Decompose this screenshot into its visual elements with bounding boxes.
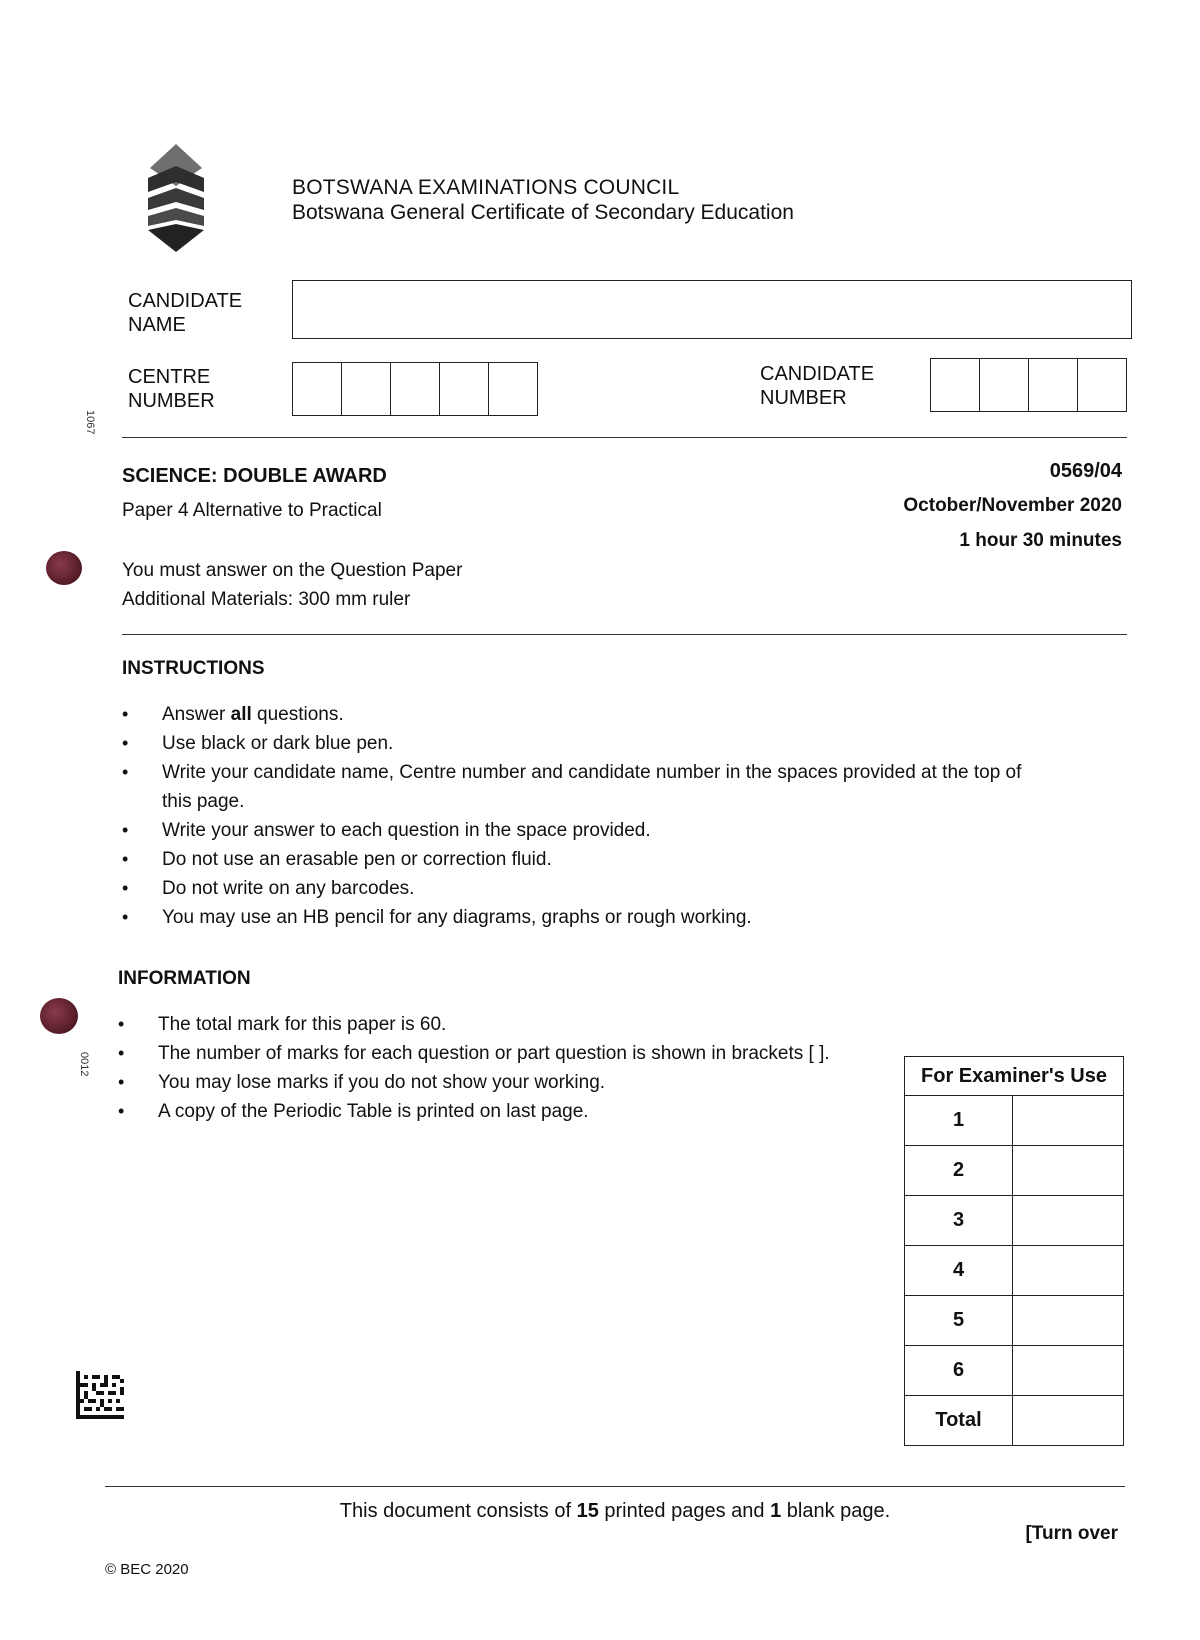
barcode-icon — [76, 1371, 124, 1419]
information-item: • A copy of the Periodic Table is printed on last page. — [118, 1097, 888, 1126]
council-name: BOTSWANA EXAMINATIONS COUNCIL — [292, 176, 680, 199]
label-line: CENTRE — [128, 366, 211, 388]
instruction-text: Do not use an erasable pen or correction fluid. — [162, 849, 552, 870]
question-number: 2 — [905, 1146, 1013, 1196]
footer-text: blank page. — [781, 1500, 891, 1522]
label-line: NUMBER — [760, 387, 847, 409]
divider-top — [122, 437, 1127, 438]
divider-bottom — [105, 1486, 1125, 1487]
instruction-item — [122, 845, 1022, 874]
answer-note: You must answer on the Question Paper — [122, 560, 463, 581]
bec-logo — [140, 142, 212, 254]
centre-digit-box[interactable] — [342, 363, 391, 415]
question-number: 4 — [905, 1246, 1013, 1296]
instructions-heading: INSTRUCTIONS — [122, 658, 265, 679]
side-code-bottom: 0012 — [78, 1052, 90, 1077]
footer-text: This document consists of — [339, 1500, 577, 1522]
label-line: CANDIDATE — [128, 290, 243, 312]
examiner-table-heading: For Examiner's Use — [905, 1057, 1124, 1096]
paper-title: Paper 4 Alternative to Practical — [122, 500, 382, 521]
candidate-digit-box[interactable] — [1078, 359, 1126, 411]
side-code-top: 1067 — [84, 410, 96, 435]
mark-cell[interactable] — [1013, 1146, 1124, 1196]
table-row — [905, 1346, 1124, 1396]
instruction-item — [122, 816, 1022, 845]
centre-number-boxes[interactable] — [292, 362, 538, 416]
certificate-title: Botswana General Certificate of Secondary Education — [292, 201, 794, 224]
information-item: • You may lose marks if you do not show your working. — [118, 1068, 888, 1097]
instruction-item — [122, 758, 1022, 816]
instruction-text: Do not write on any barcodes. — [162, 878, 415, 899]
instruction-text: Use black or dark blue pen. — [162, 733, 394, 754]
copyright-notice: © BEC 2020 — [105, 1561, 189, 1578]
candidate-name-field[interactable] — [292, 280, 1132, 339]
exam-duration: 1 hour 30 minutes — [959, 530, 1122, 551]
table-row — [905, 1096, 1124, 1146]
label-line: NUMBER — [128, 390, 215, 412]
question-number: 6 — [905, 1346, 1013, 1396]
blank-pages-count: 1 — [770, 1500, 782, 1522]
turn-over-note: [Turn over — [1025, 1523, 1118, 1544]
mark-cell[interactable] — [1013, 1096, 1124, 1146]
table-row — [905, 1246, 1124, 1296]
information-item: • The total mark for this paper is 60. — [118, 1010, 888, 1039]
table-row — [905, 1196, 1124, 1246]
label-line: NAME — [128, 314, 186, 336]
candidate-digit-box[interactable] — [1029, 359, 1078, 411]
candidate-number-boxes[interactable] — [930, 358, 1127, 412]
instruction-item — [122, 700, 1022, 729]
label-line: CANDIDATE — [760, 363, 875, 385]
centre-digit-box[interactable] — [391, 363, 440, 415]
information-heading: INFORMATION — [118, 968, 251, 989]
information-item: • The number of marks for each question or part question is shown in brackets [ ]. — [118, 1039, 888, 1068]
table-row — [905, 1146, 1124, 1196]
examiner-use-table — [904, 1056, 1124, 1446]
question-number: 1 — [905, 1096, 1013, 1146]
instruction-text: questions. — [251, 704, 344, 725]
instruction-text: Answer — [162, 704, 231, 725]
candidate-digit-box[interactable] — [980, 359, 1029, 411]
instruction-item — [122, 729, 1022, 758]
paper-code: 0569/04 — [1049, 460, 1122, 482]
instruction-text: Write your candidate name, Centre number and candidate number in the spaces provided at the top of this page. — [162, 762, 1022, 812]
table-row — [905, 1296, 1124, 1346]
divider-middle — [122, 634, 1127, 635]
candidate-number-label — [760, 362, 874, 410]
information-list — [118, 1010, 888, 1126]
centre-number-label — [128, 365, 215, 413]
total-label: Total — [905, 1396, 1013, 1446]
question-number: 5 — [905, 1296, 1013, 1346]
total-mark-cell[interactable] — [1013, 1396, 1124, 1446]
page-count-note — [0, 1500, 1200, 1523]
logo-shape-bottom — [148, 224, 204, 252]
mark-cell[interactable] — [1013, 1196, 1124, 1246]
table-row — [905, 1396, 1124, 1446]
mark-cell[interactable] — [1013, 1246, 1124, 1296]
punch-hole-mark — [46, 551, 82, 585]
instruction-text: Write your answer to each question in the space provided. — [162, 820, 651, 841]
centre-digit-box[interactable] — [440, 363, 489, 415]
instructions-list — [122, 700, 1022, 932]
punch-hole-mark — [40, 998, 78, 1034]
candidate-digit-box[interactable] — [931, 359, 980, 411]
logo-band-2 — [148, 188, 204, 210]
question-number: 3 — [905, 1196, 1013, 1246]
additional-materials: Additional Materials: 300 mm ruler — [122, 589, 411, 610]
mark-cell[interactable] — [1013, 1346, 1124, 1396]
instruction-item — [122, 903, 1022, 932]
printed-pages-count: 15 — [576, 1500, 599, 1522]
mark-cell[interactable] — [1013, 1296, 1124, 1346]
candidate-name-label — [128, 289, 242, 337]
centre-digit-box[interactable] — [293, 363, 342, 415]
instruction-bold: all — [230, 704, 252, 725]
instruction-item — [122, 874, 1022, 903]
logo-band-3 — [148, 208, 204, 226]
exam-session: October/November 2020 — [903, 495, 1122, 516]
subject-title: SCIENCE: DOUBLE AWARD — [122, 465, 387, 487]
footer-text: printed pages and — [598, 1500, 771, 1522]
instruction-text: You may use an HB pencil for any diagrams, graphs or rough working. — [162, 907, 752, 928]
centre-digit-box[interactable] — [489, 363, 537, 415]
